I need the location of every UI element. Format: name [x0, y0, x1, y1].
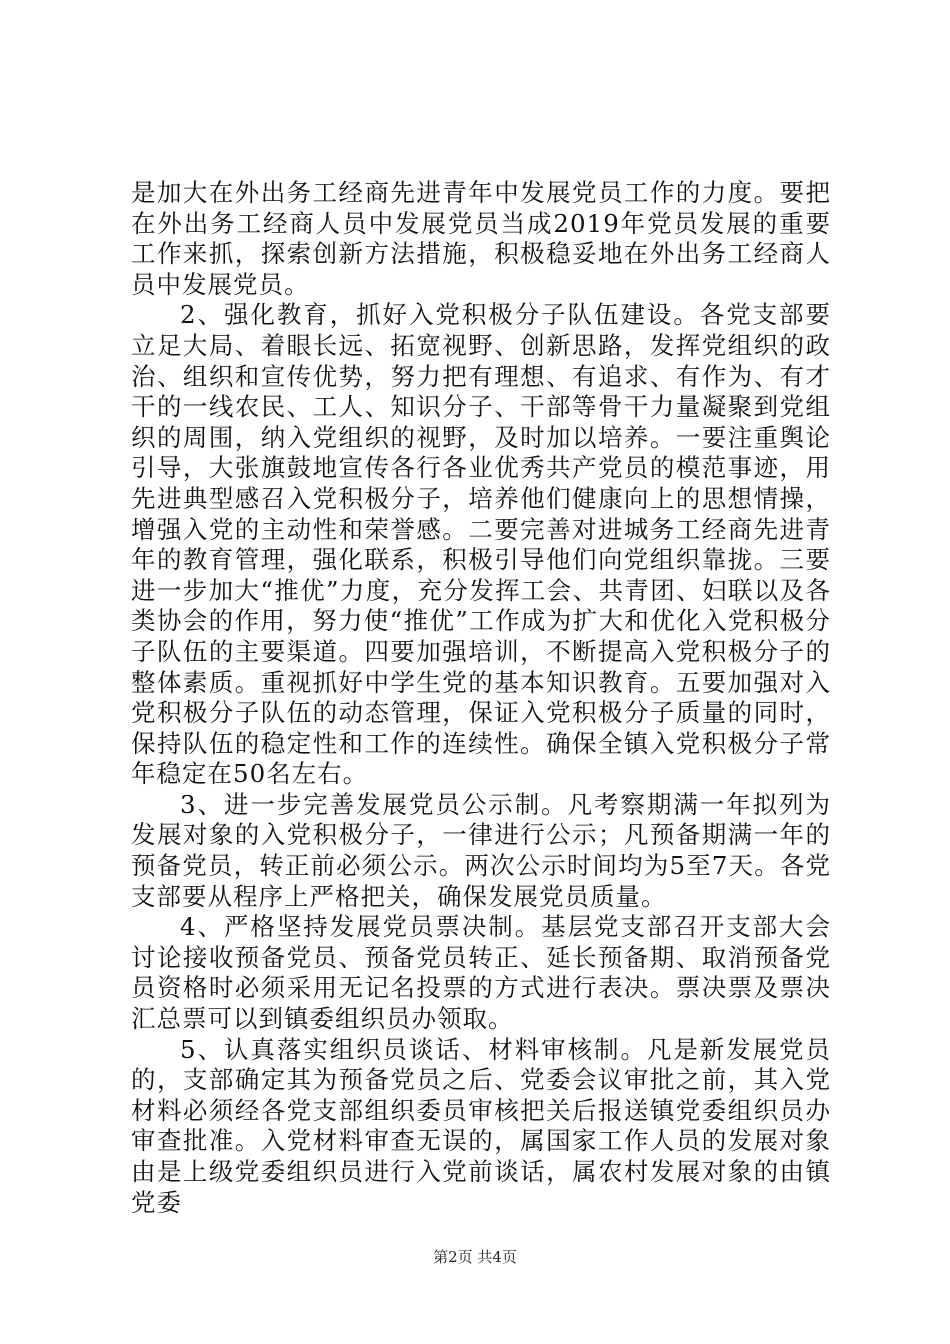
- document-body: [131, 178, 831, 1218]
- paragraph-item-4: 4、严格坚持发展党员票决制。基层党支部召开支部大会讨论接收预备党员、预备党员转正、延长预备期、取消预备党员资格时必须采用无记名投票的方式进行表决。票决票及票决汇总票可以到镇委组织员办领取。: [131, 912, 831, 1034]
- paragraph-item-3: 3、进一步完善发展党员公示制。凡考察期满一年拟列为发展对象的入党积极分子，一律进行公示；凡预备期满一年的预备党员，转正前必须公示。两次公示时间均为5至7天。各党支部要从程序上严格把关，确保发展党员质量。: [131, 789, 831, 911]
- paragraph-continuation: 是加大在外出务工经商先进青年中发展党员工作的力度。要把在外出务工经商人员中发展党员当成2019年党员发展的重要工作来抓，探索创新方法措施，积极稳妥地在外出务工经商人员中发展党员。: [131, 178, 831, 299]
- page-footer: [0, 1246, 950, 1267]
- paragraph-item-2: 2、强化教育，抓好入党积极分子队伍建设。各党支部要立足大局、着眼长远、拓宽视野、创新思路，发挥党组织的政治、组织和宣传优势，努力把有理想、有追求、有作为、有才干的一线农民、工人、知识分子、干部等骨干力量凝聚到党组织的周围，纳入党组织的视野，及时加以培养。一要注重舆论引导，大张旗鼓地宣传各行各业优秀共产党员的模范事迹，用先进典型感召入党积极分子，培养他们健康向上的思想情操，增强入党的主动性和荣誉感。二要完善对进城务工经商先进青年的教育管理，强化联系，积极引导他们向党组织靠拢。三要进一步加大“推优”力度，充分发挥工会、共青团、妇联以及各类协会的作用，努力使“推优”工作成为扩大和优化入党积极分子队伍的主要渠道。四要加强培训，不断提高入党积极分子的整体素质。重视抓好中学生党的基本知识教育。五要加强对入党积极分子队伍的动态管理，保证入党积极分子质量的同时，保持队伍的稳定性和工作的连续性。确保全镇入党积极分子常年稳定在50名左右。: [131, 300, 831, 789]
- paragraph-item-5: 5、认真落实组织员谈话、材料审核制。凡是新发展党员的，支部确定其为预备党员之后、党委会议审批之前，其入党材料必须经各党支部组织委员审核把关后报送镇党委组织员办审查批准。入党材料审查无误的，属国家工作人员的发展对象由是上级党委组织员进行入党前谈话，属农村发展对象的由镇党委: [131, 1034, 831, 1217]
- page-number-label: 第2页 共4页: [433, 1248, 517, 1266]
